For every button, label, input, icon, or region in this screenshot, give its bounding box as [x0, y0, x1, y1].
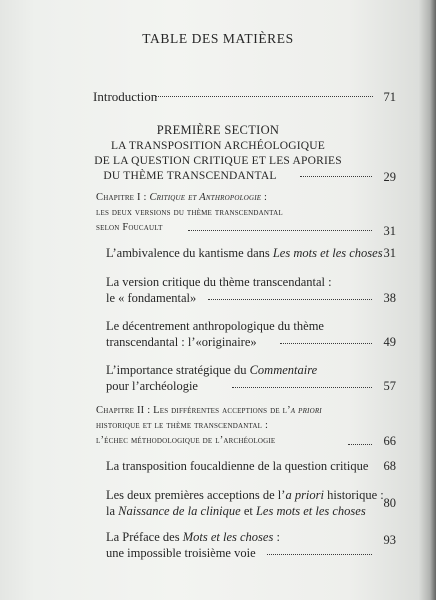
toc-entry-line [106, 530, 280, 545]
toc-page-number: 49 [383, 335, 396, 349]
toc-entry-italic-text: Naissance de la clinique [118, 504, 241, 518]
toc-entry-line [106, 504, 366, 519]
toc-entry-text: Les deux premières acceptions de l’ [106, 488, 286, 502]
toc-entry-line: transcendantal : l’«originaire» [106, 335, 257, 349]
toc-entry-line: Le décentrement anthropologique du thème [106, 319, 324, 333]
toc-entry-text: : [273, 530, 280, 544]
toc-page-number: 71 [383, 90, 396, 104]
toc-page-number: 57 [383, 379, 396, 393]
toc-entry-text: L’importance stratégique du [106, 363, 250, 377]
toc-entry-italic-text: a priori [285, 488, 324, 502]
chapter-2-title-italic: a priori [290, 405, 322, 416]
toc-entry-line: le « fondamental» [106, 291, 197, 305]
dot-leader [232, 383, 372, 388]
toc-entry-line: pour l’archéologie [106, 379, 198, 393]
section-title-line-2: DE LA QUESTION CRITIQUE ET LES APORIES [94, 155, 342, 167]
chapter-1-prefix: Chapitre I : [96, 192, 150, 203]
toc-page-number: 38 [383, 291, 396, 305]
chapter-1-title-italic: Critique et Anthropologie [149, 192, 262, 203]
toc-page-number: 66 [383, 434, 396, 448]
toc-entry-line [106, 246, 383, 261]
toc-page-number: 68 [383, 459, 396, 473]
toc-entry-text: L’ambivalence du kantisme dans [106, 246, 273, 260]
toc-entry-introduction-label: Introduction [93, 89, 158, 104]
toc-page-number: 29 [383, 170, 396, 184]
toc-entry-line: La transposition foucaldienne de la question critique [106, 459, 369, 473]
dot-leader [300, 172, 372, 177]
chapter-1-title-line-3: selon Foucault [96, 222, 163, 233]
toc-entry-line: une impossible troisième voie [106, 546, 256, 560]
toc-entry-text: la [106, 504, 119, 518]
chapter-2-title-line-3: l’échec méthodologique de l’archéologie [96, 435, 276, 446]
chapter-2-title-line-2: historique et le thème transcendantal : [96, 420, 269, 431]
toc-entry-text: historique : [324, 488, 384, 502]
chapter-1-title-line-1 [96, 192, 267, 203]
toc-entry-line: La version critique du thème transcendantal : [106, 275, 332, 289]
toc-entry-text: La Préface des [106, 530, 183, 544]
toc-entry-italic-text: Commentaire [249, 363, 318, 377]
page-title: TABLE DES MATIÈRES [142, 31, 294, 46]
toc-entry-text: et [240, 504, 256, 518]
chapter-2-title-line-1 [96, 405, 322, 416]
toc-page-number: 31 [383, 224, 396, 238]
dot-leader [188, 226, 372, 231]
section-title-line-1: LA TRANSPOSITION ARCHÉOLOGIQUE [110, 140, 326, 152]
dot-leader [280, 339, 372, 344]
dot-leader [267, 550, 372, 555]
toc-entry-line [106, 488, 384, 503]
toc-page-number: 80 [383, 496, 396, 510]
section-heading: PREMIÈRE SECTION [156, 123, 280, 137]
dot-leader [208, 295, 372, 300]
toc-page-number: 31 [383, 246, 396, 260]
section-title-line-3: DU THÈME TRANSCENDANTAL [103, 170, 277, 182]
chapter-2-title-text: Chapitre II : Les différentes acceptions de l’ [96, 405, 291, 416]
toc-page-number: 93 [383, 533, 396, 547]
toc-entry-italic-text: Les mots et les choses [255, 504, 366, 518]
toc-entry-italic-text: Mots et les choses [182, 530, 274, 544]
chapter-1-title-line-2: les deux versions du thème transcendantal [96, 207, 283, 218]
chapter-1-title-colon: : [261, 192, 268, 203]
toc-entry-line [106, 363, 317, 378]
toc-entry-italic-text: Les mots et les choses [272, 246, 383, 260]
dot-leader [155, 92, 373, 97]
